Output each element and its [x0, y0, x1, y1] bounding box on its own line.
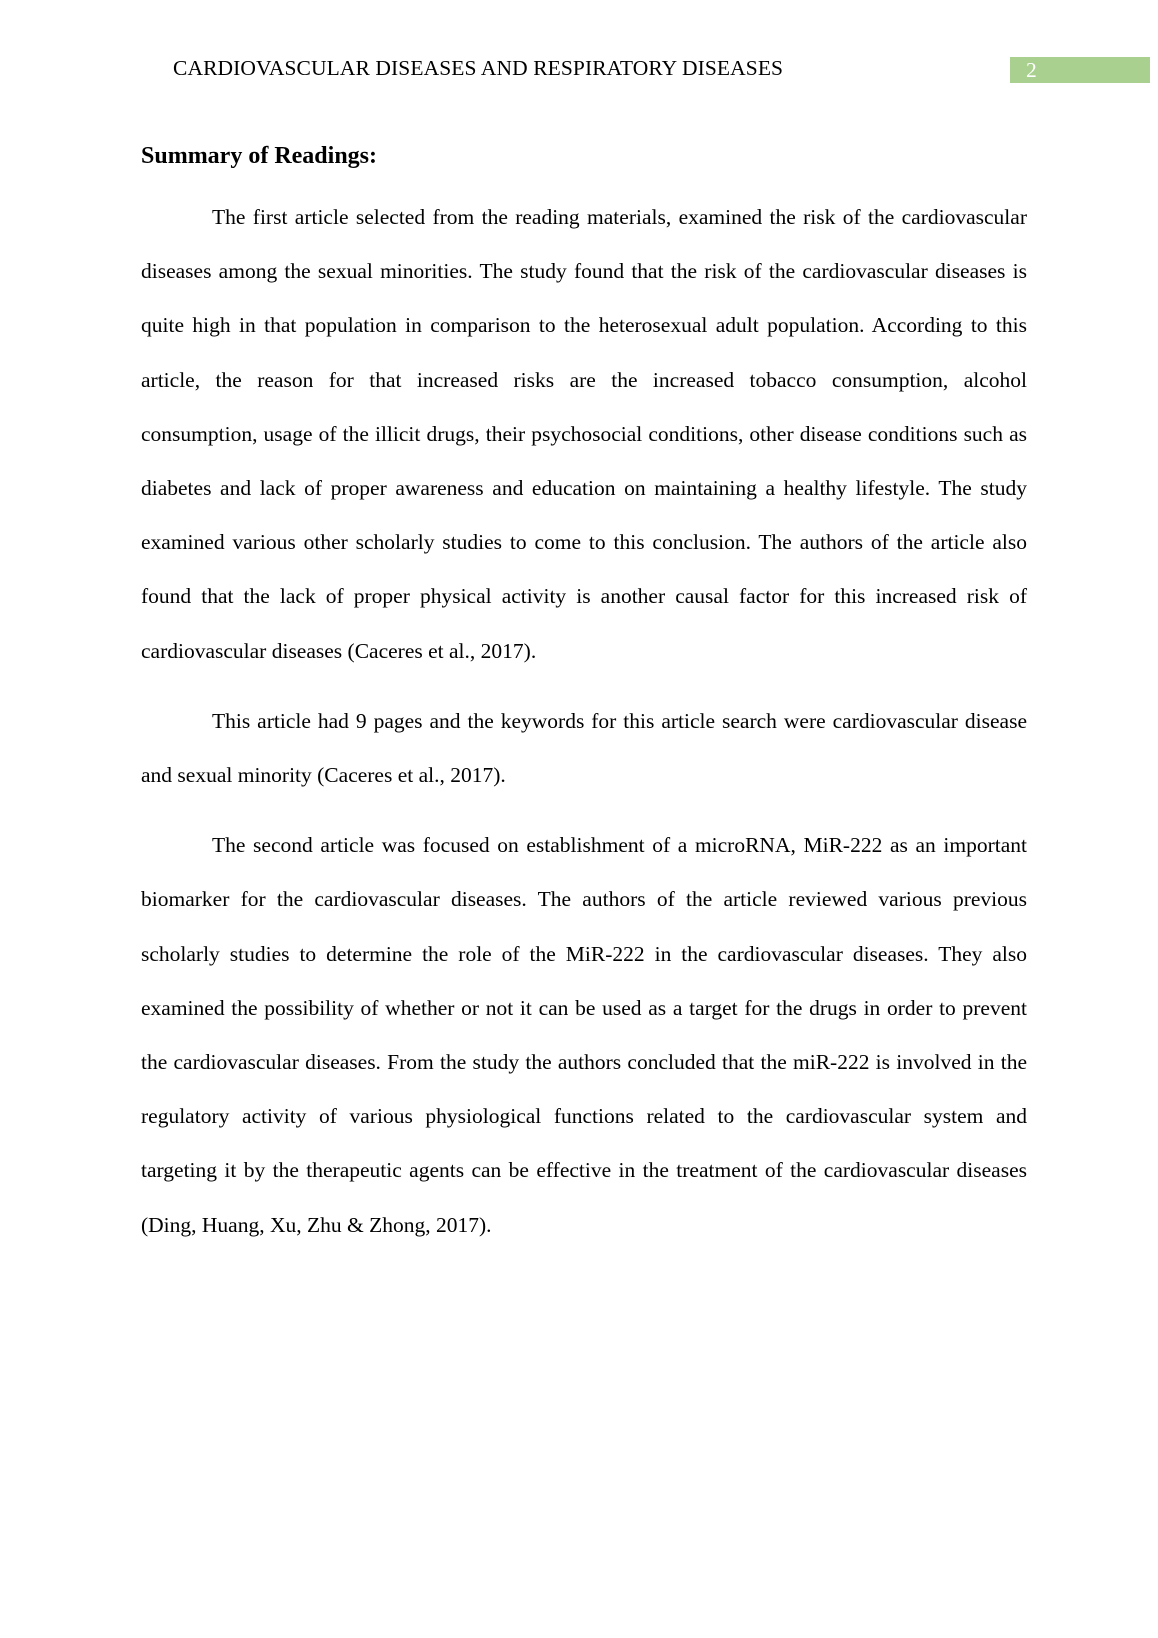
paragraph-first-article: The first article selected from the reading materials, examined the risk of the cardiovascular diseases among the sexual minorities. The study found that the risk of the cardiovascular diseases is quite high in that population in comparison to the heterosexual adult population. According to this article, the reason for that increased risks are the increased tobacco consumption, alcohol consumption, usage of the illicit drugs, their psychosocial conditions, other disease conditions such as diabetes and lack of proper awareness and education on maintaining a healthy lifestyle. The study examined various other scholarly studies to come to this conclusion. The authors of the article also found that the lack of proper physical activity is another causal factor for this increased risk of cardiovascular diseases (Caceres et al., 2017). [141, 205, 1027, 663]
paragraph-article-details: This article had 9 pages and the keywords for this article search were cardiovascular disease and sexual minority (Caceres et al., 2017). [141, 708, 1027, 788]
paragraph-second-article: The second article was focused on establishment of a microRNA, MiR-222 as an important biomarker for the cardiovascular diseases. The authors of the article reviewed various previous scholarly studies to determine the role of the MiR-222 in the cardiovascular diseases. They also examined the possibility of whether or not it can be used as a target for the drugs in order to prevent the cardiovascular diseases. From the study the authors concluded that the miR-222 is involved in the regulatory activity of various physiological functions related to the cardiovascular system and targeting it by the therapeutic agents can be effective in the treatment of the cardiovascular diseases (Ding, Huang, Xu, Zhu & Zhong, 2017). [141, 833, 1027, 1237]
page-number-box [1010, 57, 1150, 83]
section-heading: Summary of Readings: [141, 143, 378, 169]
page-number: 2 [1026, 58, 1037, 82]
running-head: CARDIOVASCULAR DISEASES AND RESPIRATORY DISEASES [173, 56, 784, 80]
document-body [141, 136, 1027, 1268]
